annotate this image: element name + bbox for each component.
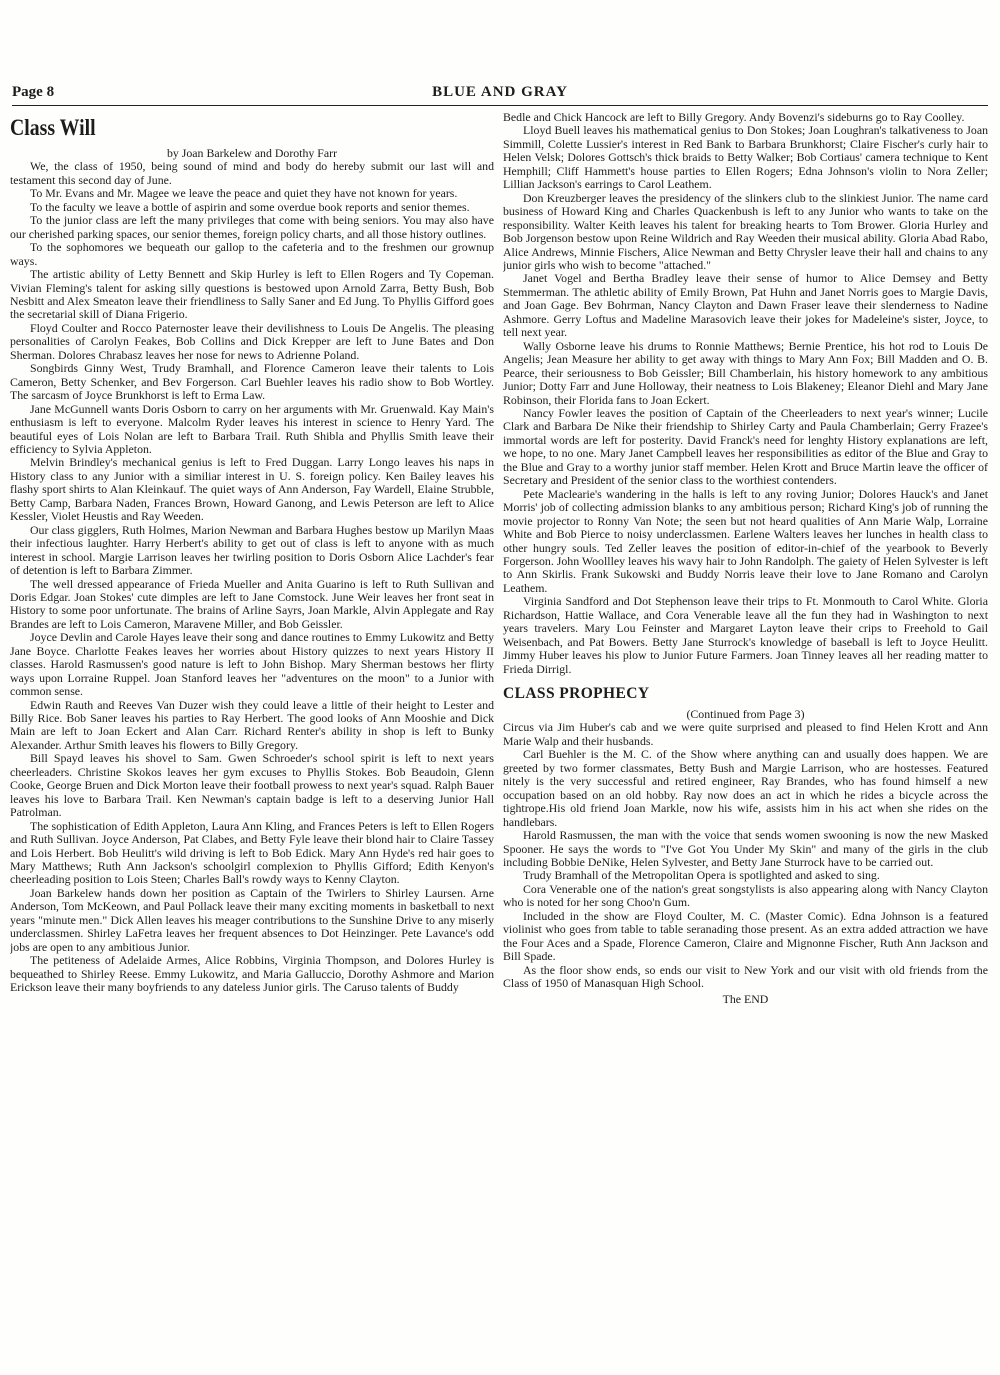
paragraph: Don Kreuzberger leaves the presidency of the slinkers club to the slinkiest Junior. The name card business of Howard King and Charles Quackenbush is left to any Junior who wants to take on the responsibility. Walter Keith leaves his talent for breaking hearts to Tom Brower. Gloria Hurley and Bob Jorgenson bestow upon Reine Wildrich and Ray Weeden their musical ability. Gloria Abad Rabo, Alice Andrews, Minnie Fischers, Alice Newman and Betty Chrysler leave their hall and chains to any junior girls who wish to become "attached." [503, 190, 988, 272]
paragraph: Virginia Sandford and Dot Stephenson leave their trips to Ft. Monmouth to Carol White. Gloria Richardson, Hattie Wallace, and Cora Venerable leave all the fun they had in Washington to next years travelers. Mary Lou Feinster and Margaret Layton leave their crips to Freehold to Gail Weisenbach, and Pat Bowers. Betty Jane Sturrock's knowledge of baseball is left to Joyce Heulitt. Jimmy Huber leaves his plow to Junior Future Farmers. Joan Tinney leaves all her reading matter to Frieda Dirrigl. [503, 594, 988, 676]
paragraph: To the sophomores we bequeath our gallop to the cafeteria and to the freshmen our grownup ways. [10, 240, 494, 268]
paragraph: Carl Buehler is the M. C. of the Show where anything can and usually does happen. We are greeted by two former classmates, Betty Bush and Margie Larrison, who are hostesses. Featured nitely is the very successful and retired engineer, Ray Brandes, who has found himself a new occupation based on an old hobby. Ray now does an act in which he rides a bicycle across the tightrope.His old friend Joan Markle, now his wife, assists him in his act when she rides on the handlebars. [503, 747, 988, 829]
left-column [10, 111, 494, 1326]
paragraph: Jane McGunnell wants Doris Osborn to carry on her arguments with Mr. Gruenwald. Kay Main's enthusiasm is left to everyone. Malcolm Ryder leaves his interest in science to Henry Yard. The beautiful eyes of Lois Nolan are left to Barbara Trail. Ruth Shibla and Phyllis Smith leave their efficiency to Sylvia Appleton. [10, 401, 494, 456]
paragraph: Harold Rasmussen, the man with the voice that sends women swooning is now the new Masked Spooner. He says the words to "I've Got You Under My Skin" and many of the girls in the club including Bobbie DeNike, Helen Sylvester, and Betty Jane Sturrock have to be carried out. [503, 828, 988, 870]
paragraph: Included in the show are Floyd Coulter, M. C. (Master Comic). Edna Johnson is a featured violinist who goes from table to table seranading those present. As an extra added attraction we have the Four Aces and a Spade, Florence Cameron, Claire and Mignonne Fischer, Ruth Ann Jackson and Bill Spade. [503, 908, 988, 964]
page-number: Page 8 [12, 84, 55, 100]
masthead: BLUE AND GRAY [432, 84, 568, 100]
paragraph: Melvin Brindley's mechanical genius is left to Fred Duggan. Larry Longo leaves his naps in History class to any Junior with a similiar interest in U. S. foreign policy. Ken Bailey leaves his flashy sport shirts to Alan Kleinkauf. The quiet ways of Ann Anderson, Fay Wardell, Elaine Strubble, Betty Camp, Barbara Naden, Frances Brown, Howard Ganong, and Lewis Peterson are left to Alice Kessler, Violet Heustis and Ray Weeden. [10, 455, 494, 524]
paragraph: As the floor show ends, so ends our visit to New York and our visit with old friends from the Class of 1950 of Manasquan High School. [503, 962, 988, 991]
paragraph: Floyd Coulter and Rocco Paternoster leave their devilishness to Louis De Angelis. The pleasing personalities of Carolyn Feakes, Bob Collins and Dick Krepper are left to June Bates and Don Sherman. Dolores Chrabasz leaves her nose for news to Adrienne Poland. [10, 320, 494, 362]
paragraph: The artistic ability of Letty Bennett and Skip Hurley is left to Ellen Rogers and Ty Copeman. Vivian Fleming's talent for asking silly questions is bestowed upon Arnold Zarra, Betty Bush, Bob Nesbitt and Alex Smeaton leave their friendliness to Sally Saner and Ed Jung. To Phyllis Gifford goes the secretarial skill of Diana Frigerio. [10, 267, 494, 322]
paragraph: Edwin Rauth and Reeves Van Duzer wish they could leave a little of their height to Lester and Billy Rice. Bob Saner leaves his parties to Ray Herbert. The good looks of Ann Mooshie and Dick Main are left to Joan Eckert and Alan Carr. Richard Renter's ability in shop is left to Bunky Alexander. Arthur Smith leaves his flowers to Billy Gregory. [10, 697, 494, 752]
paragraph: To Mr. Evans and Mr. Magee we leave the peace and quiet they have not known for years. [30, 186, 458, 201]
class-will-title: Class Will [10, 115, 96, 140]
paragraph: Nancy Fowler leaves the position of Captain of the Cheerleaders to next year's winner; Lucile Clark and Barbara De Nike their friendship to Shirley Carty and Paula Chamberlain; Gerry Frazee's immortal words are left for posterity. David Franck's need for lenghty History explanations are left, we hope, to no one. Mary Janet Campbell leaves her responsibilities as editor of the Blue and Gray to the Blue and Gray to a worthy junior staff member. Helen Krott and Bruce Martin leave the officer of Secretary and President of the senior class to the worthiest contenders. [503, 405, 988, 488]
paragraph: Wally Osborne leave his drums to Ronnie Matthews; Bernie Prentice, his hot rod to Louis De Angelis; Jean Measure her ability to get away with things to Mary Ann Fox; Bill Madden and O. B. Pearce, their seriousness to Bob Geissler; Bill Chamberlain, his history homework to any ambitious Junior; Dotty Farr and June Holloway, their neatness to Lois Blakeney; Eleanor Diehl and Mary Jane Robinson, their Florida fans to Joan Eckert. [503, 338, 988, 407]
the-end: The END [722, 991, 769, 1006]
paragraph: Trudy Bramhall of the Metropolitan Opera is spotlighted and asked to sing. [523, 868, 880, 883]
paragraph: Bedle and Chick Hancock are left to Billy Gregory. Andy Bovenzi's sideburns go to Ray Coolley. [503, 111, 965, 124]
paragraph: We, the class of 1950, being sound of mind and body do hereby submit our last will and testament this second day of June. [10, 159, 494, 187]
paragraph: Bill Spayd leaves his shovel to Sam. Gwen Schroeder's school spirit is left to next years cheerleaders. Christine Skokos leaves her gym excuses to Phyllis Stokes. Bob Beaudoin, Glenn Cooke, George Bruen and Dick Morton leave their football prowess to next year's squad. Ralph Bauer leaves his love to Barbara Trail. Ken Newman's captain badge is left to a deserving Junior Hall Patrolman. [10, 751, 494, 820]
right-column [503, 111, 988, 1326]
continued-note: (Continued from Page 3) [686, 707, 805, 722]
class-will-body [10, 160, 494, 994]
paragraph: Joan Barkelew hands down her position as Captain of the Twirlers to Shirley Laursen. Arne Anderson, Tom McKeown, and Paul Pollack leave their many exciting moments in basketball to next years "minute men." Dick Allen leaves his meager contributions to the Sunshine Drive to any miserly underclassmen. Shirley LaFetra leaves her frequent absences to Dot Heinzinger. Pete Lavance's odd jobs are open to any ambitious Junior. [10, 885, 494, 954]
paragraph: Janet Vogel and Bertha Bradley leave their sense of humor to Alice Demsey and Betty Stemmerman. The athletic ability of Emily Brown, Pat Huhn and Janet Norris goes to Margie Davis, and Joan Gage. Bev Bohrman, Nancy Clayton and Dawn Fraser leave their slenderness to Nadine Ashmore. Gerry Loftus and Madeline Marasovich leave their jokes for Madeleine's sister, Joyce, to tell next year. [503, 271, 988, 340]
header-rule [12, 105, 988, 106]
class-prophecy-body [503, 721, 988, 990]
byline: by Joan Barkelew and Dorothy Farr [166, 146, 338, 160]
page-header [12, 84, 988, 104]
paragraph: Circus via Jim Huber's cab and we were quite surprised and pleased to find Helen Krott and Ann Marie Walp and their husbands. [503, 720, 988, 748]
paragraph: Songbirds Ginny West, Trudy Bramhall, and Florence Cameron leave their talents to Lois Cameron, Betty Schenker, and Bev Forgerson. Carl Buehler leaves his radio show to Bob Wortley. The sarcasm of Joyce Brunkhorst is left to Erma Law. [10, 361, 494, 403]
class-will-continued-body [503, 111, 988, 676]
paragraph: Cora Venerable one of the nation's great songstylists is also appearing along with Nancy Clayton who is noted for her song Choo'n Gum. [503, 881, 988, 910]
paragraph: Lloyd Buell leaves his mathematical genius to Don Stokes; Joan Loughran's talkativeness to Joan Simmill, Colette Lussier's interest in Red Bank to Barbara Brunkhorst; Claire Fischer's curly hair to Helen Velsk; Dolores Gottsch's thick braids to Betty Walker; Bob Cortiaus' camera technique to Kent Hemphill; Cliff Hammett's house parties to Ellen Rogers; Edna Johnson's violin to Nora Zeller; Lillian Jackson's earrings to Carol Leathem. [503, 123, 988, 192]
paragraph: The well dressed appearance of Frieda Mueller and Anita Guarino is left to Ruth Sullivan and Doris Edgar. Joan Stokes' cute dimples are left to Jane Comstock. June Weir leaves her front seat in History to some poor unfortunate. The brains of Arline Sayrs, Joan Markle, Alvin Applegate and Ray Brandes are left to Lois Cameron, Maravene Miller, and Bob Geissler. [10, 576, 494, 631]
paragraph: Joyce Devlin and Carole Hayes leave their song and dance routines to Emmy Lukowitz and Betty Jane Boyce. Charlotte Feakes leaves her worries about History quizzes to next years History II classes. Harold Rasmussen's good nature is left to John Bishop. Mary Sherman bestows her flirty ways upon Lorraine Ruppel. Joan Stanford leaves her "adventures on the moon" to a Junior with common sense. [10, 630, 494, 699]
paragraph: Our class gigglers, Ruth Holmes, Marion Newman and Barbara Hughes bestow up Marilyn Maas their infectious laughter. Harry Herbert's ability to get out of class is left to anyone with as much interest in school. Margie Larrison leaves her twirling position to Doris Osborn Alice Lachder's fear of detention is left to Barbara Zimmer. [10, 522, 494, 578]
paragraph: To the faculty we leave a bottle of aspirin and some overdue book reports and senior themes. [30, 199, 470, 214]
paragraph: The petiteness of Adelaide Armes, Alice Robbins, Virginia Thompson, and Dolores Hurley is bequeathed to Shirley Reese. Emmy Lukowitz, and Maria Galluccio, Dorothy Ashmore and Marion Erickson leave their many boyfriends to any dateless Junior girls. The Caruso talents of Buddy [10, 953, 494, 995]
paragraph: Pete Maclearie's wandering in the halls is left to any roving Junior; Dolores Hauck's and Janet Morris' job of collecting admission blanks to any ambitious person; Richard King's job of running the movie projector to Ronny Van Note; the seen but not heard qualities of Ann Marie Walp, Lorraine White and Bob Pierce to noisy underclassmen. Earlene Walters leaves her lunches in health class to other hungry souls. Ted Zeller leaves the position of editor-in-chief of the yearbook to Beverly Forgerson. John Woollley leaves his wavy hair to John Randolph. The gaiety of Helen Sylvester is left to Ann Skirlis. Frank Sukowski and Buddy Norris leave their love to Jane Romano and Carolyn Leathem. [503, 486, 988, 595]
class-prophecy-title: CLASS PROPHECY [503, 685, 650, 703]
paragraph: The sophistication of Edith Appleton, Laura Ann Kling, and Frances Peters is left to Ellen Rogers and Ruth Sullivan. Joyce Anderson, Pat Clabes, and Betty Fyle leave their blond hair to Claire Tassey and Lois Herbert. Bob Heulitt's wild driving is left to Bob Edick. Mary Ann Hyde's red hair goes to Mary Matthews; Ruth Ann Jackson's schoolgirl complexion to Phyllis Gifford; Edith Kenyon's cheerleading position to Lois Steen; Charles Ball's rowdy ways to Kenny Clayton. [10, 818, 494, 887]
paragraph: To the junior class are left the many privileges that come with being seniors. You may also have our cherished parking spaces, our senior themes, foreign policy charts, and all those history outlines. [10, 213, 494, 241]
